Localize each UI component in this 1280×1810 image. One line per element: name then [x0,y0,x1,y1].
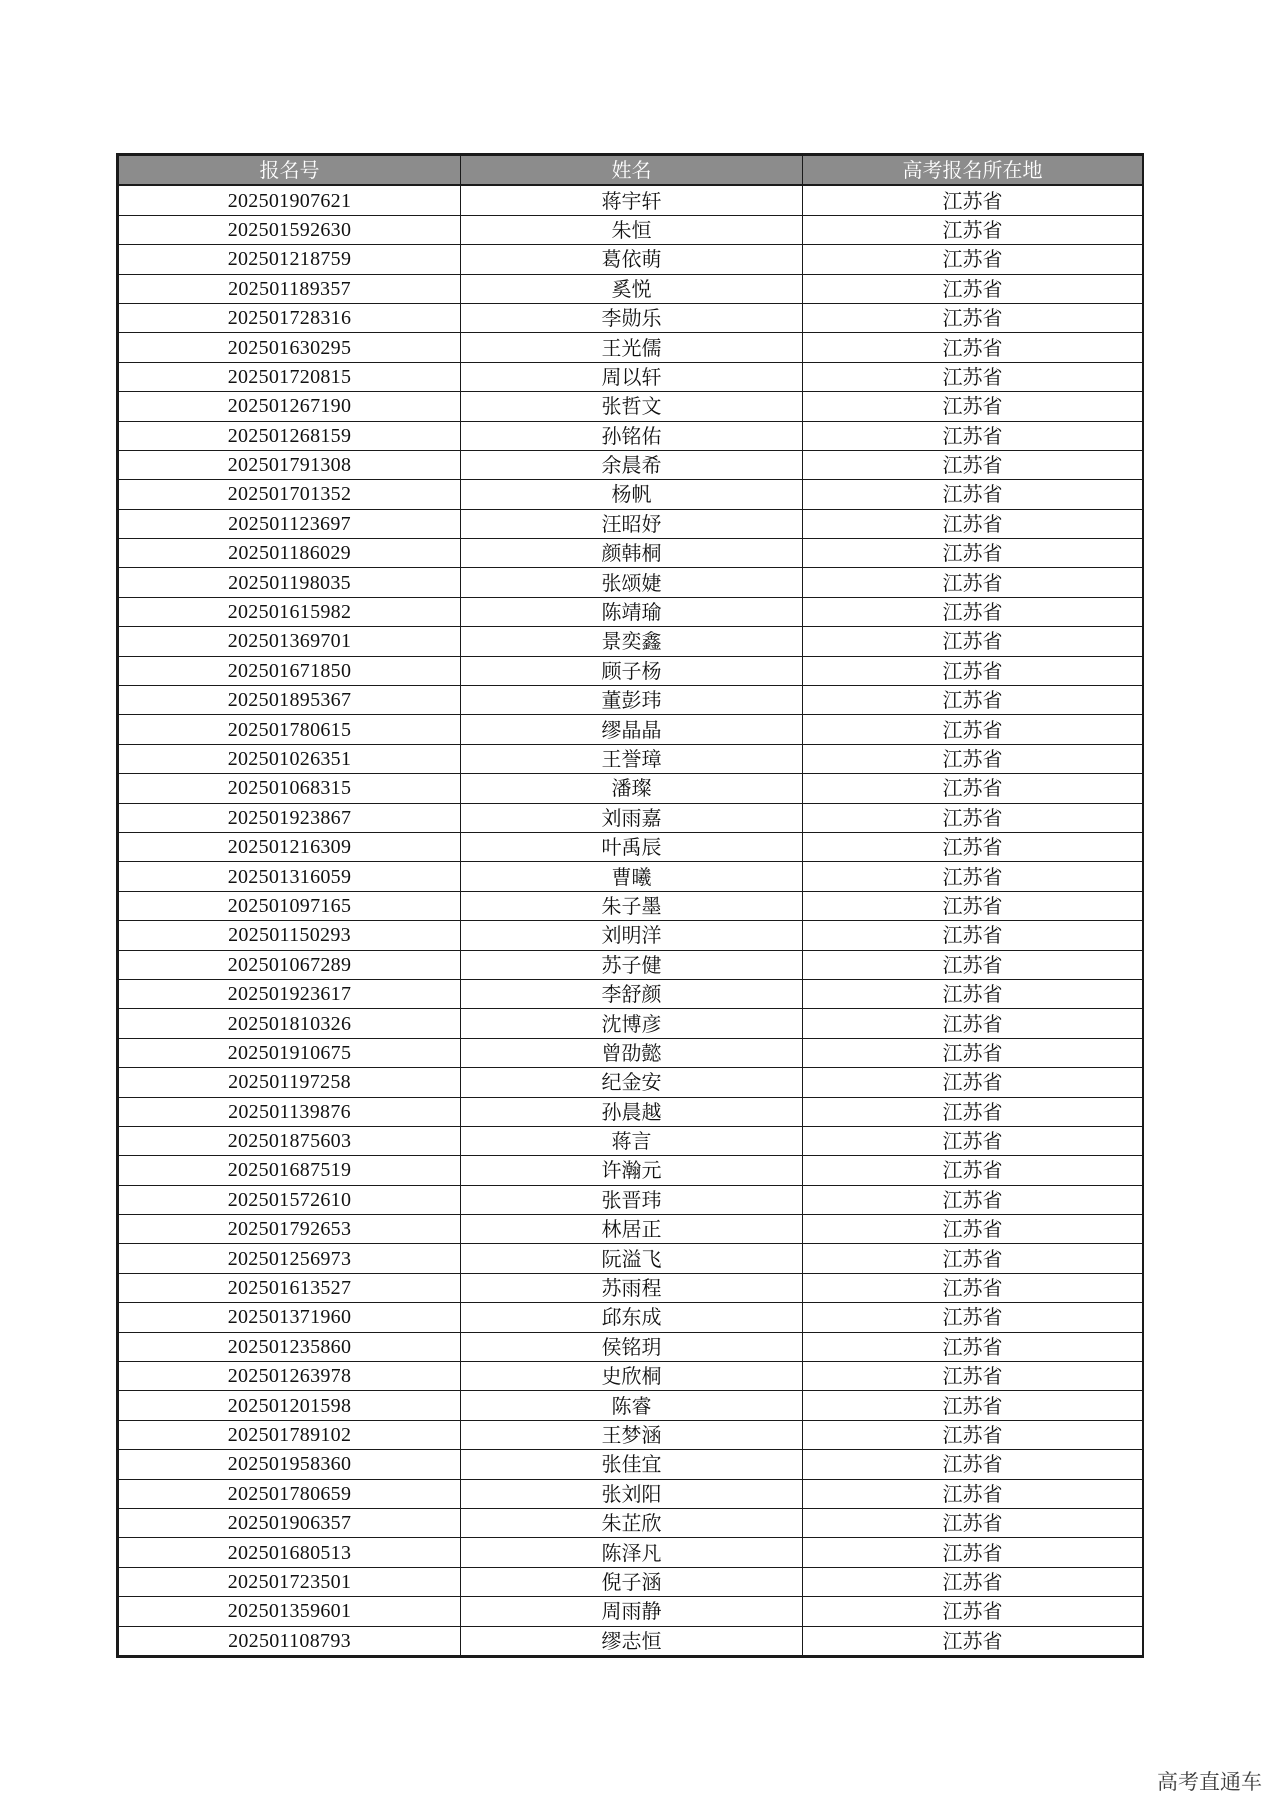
table-row [119,1626,1143,1655]
student-name-cell: 蒋言 [461,1126,803,1155]
student-name-cell: 叶禹辰 [461,832,803,861]
table-row [119,1538,1143,1567]
exam-location-cell: 江苏省 [803,421,1143,450]
exam-location-cell: 江苏省 [803,597,1143,626]
registration-number-cell: 202501720815 [119,362,461,391]
student-name-cell: 曹曦 [461,862,803,891]
student-name-cell: 阮溢飞 [461,1244,803,1273]
exam-location-cell: 江苏省 [803,245,1143,274]
student-name-cell: 孙晨越 [461,1097,803,1126]
registration-number-cell: 202501875603 [119,1126,461,1155]
student-name-cell: 张晋玮 [461,1185,803,1214]
table-row [119,421,1143,450]
exam-location-cell: 江苏省 [803,627,1143,656]
table-row [119,185,1143,215]
exam-location-cell: 江苏省 [803,1391,1143,1420]
registration-number-cell: 202501359601 [119,1597,461,1626]
registration-number-cell: 202501139876 [119,1097,461,1126]
registration-number-cell: 202501201598 [119,1391,461,1420]
table-row [119,1068,1143,1097]
exam-location-cell: 江苏省 [803,303,1143,332]
table-row [119,509,1143,538]
student-name-cell: 纪金安 [461,1068,803,1097]
header-exam-location: 高考报名所在地 [803,156,1143,186]
student-name-cell: 杨帆 [461,480,803,509]
exam-location-cell: 江苏省 [803,1303,1143,1332]
exam-location-cell: 江苏省 [803,1068,1143,1097]
table-row [119,891,1143,920]
registration-number-cell: 202501958360 [119,1450,461,1479]
student-name-cell: 曾劭懿 [461,1038,803,1067]
student-name-cell: 景奕鑫 [461,627,803,656]
exam-location-cell: 江苏省 [803,333,1143,362]
table-row [119,597,1143,626]
registration-number-cell: 202501268159 [119,421,461,450]
exam-location-cell: 江苏省 [803,1450,1143,1479]
table-row [119,1508,1143,1537]
exam-location-cell: 江苏省 [803,862,1143,891]
table-row [119,1362,1143,1391]
table-row [119,1479,1143,1508]
table-row [119,832,1143,861]
registration-number-cell: 202501371960 [119,1303,461,1332]
student-name-cell: 陈靖瑜 [461,597,803,626]
table-row [119,1597,1143,1626]
registration-number-cell: 202501197258 [119,1068,461,1097]
student-name-cell: 侯铭玥 [461,1332,803,1361]
registration-number-cell: 202501216309 [119,832,461,861]
exam-location-cell: 江苏省 [803,979,1143,1008]
student-name-cell: 王梦涵 [461,1420,803,1449]
header-registration-number: 报名号 [119,156,461,186]
registration-number-cell: 202501910675 [119,1038,461,1067]
registration-number-cell: 202501792653 [119,1215,461,1244]
exam-location-cell: 江苏省 [803,1009,1143,1038]
student-name-cell: 李勋乐 [461,303,803,332]
registration-number-cell: 202501150293 [119,921,461,950]
student-name-cell: 邱东成 [461,1303,803,1332]
exam-location-cell: 江苏省 [803,1126,1143,1155]
table-row [119,1332,1143,1361]
student-name-cell: 葛依萌 [461,245,803,274]
table-row [119,392,1143,421]
table-row [119,568,1143,597]
data-table [118,155,1143,1656]
header-row [119,156,1143,186]
registration-number-cell: 202501687519 [119,1156,461,1185]
student-name-cell: 刘明洋 [461,921,803,950]
student-name-cell: 余晨希 [461,450,803,479]
student-name-cell: 潘璨 [461,774,803,803]
table-row [119,215,1143,244]
exam-location-cell: 江苏省 [803,1626,1143,1655]
exam-location-cell: 江苏省 [803,392,1143,421]
table-row [119,744,1143,773]
table-row [119,862,1143,891]
exam-location-cell: 江苏省 [803,185,1143,215]
student-name-cell: 奚悦 [461,274,803,303]
table-row [119,450,1143,479]
student-name-cell: 缪志恒 [461,1626,803,1655]
exam-location-cell: 江苏省 [803,744,1143,773]
exam-location-cell: 江苏省 [803,450,1143,479]
table-row [119,539,1143,568]
student-name-cell: 张佳宜 [461,1450,803,1479]
table-row [119,921,1143,950]
student-name-cell: 王誉璋 [461,744,803,773]
table-row [119,333,1143,362]
registration-number-cell: 202501267190 [119,392,461,421]
registration-number-cell: 202501701352 [119,480,461,509]
exam-location-cell: 江苏省 [803,1597,1143,1626]
registration-number-cell: 202501256973 [119,1244,461,1273]
registration-number-cell: 202501789102 [119,1420,461,1449]
exam-location-cell: 江苏省 [803,686,1143,715]
student-name-cell: 顾子杨 [461,656,803,685]
table-row [119,1244,1143,1273]
exam-location-cell: 江苏省 [803,215,1143,244]
exam-location-cell: 江苏省 [803,803,1143,832]
table-row [119,715,1143,744]
registration-number-cell: 202501369701 [119,627,461,656]
exam-location-cell: 江苏省 [803,1420,1143,1449]
registration-number-cell: 202501108793 [119,1626,461,1655]
table-row [119,627,1143,656]
admission-list-table [116,153,1144,1658]
registration-number-cell: 202501218759 [119,245,461,274]
table-row [119,1097,1143,1126]
exam-location-cell: 江苏省 [803,568,1143,597]
student-name-cell: 王光儒 [461,333,803,362]
table-row [119,803,1143,832]
exam-location-cell: 江苏省 [803,1567,1143,1596]
registration-number-cell: 202501123697 [119,509,461,538]
table-row [119,1420,1143,1449]
table-header [119,156,1143,186]
table-row [119,1126,1143,1155]
exam-location-cell: 江苏省 [803,1538,1143,1567]
exam-location-cell: 江苏省 [803,1244,1143,1273]
exam-location-cell: 江苏省 [803,715,1143,744]
registration-number-cell: 202501728316 [119,303,461,332]
exam-location-cell: 江苏省 [803,950,1143,979]
table-row [119,1273,1143,1302]
exam-location-cell: 江苏省 [803,774,1143,803]
registration-number-cell: 202501068315 [119,774,461,803]
registration-number-cell: 202501907621 [119,185,461,215]
registration-number-cell: 202501263978 [119,1362,461,1391]
student-name-cell: 许瀚元 [461,1156,803,1185]
table-row [119,979,1143,1008]
student-name-cell: 沈博彦 [461,1009,803,1038]
exam-location-cell: 江苏省 [803,656,1143,685]
table-row [119,1567,1143,1596]
table-row [119,274,1143,303]
student-name-cell: 周以轩 [461,362,803,391]
registration-number-cell: 202501680513 [119,1538,461,1567]
exam-location-cell: 江苏省 [803,1273,1143,1302]
table-row [119,1038,1143,1067]
exam-location-cell: 江苏省 [803,1097,1143,1126]
registration-number-cell: 202501780615 [119,715,461,744]
student-name-cell: 朱芷欣 [461,1508,803,1537]
registration-number-cell: 202501572610 [119,1185,461,1214]
table-row [119,1391,1143,1420]
student-name-cell: 陈泽凡 [461,1538,803,1567]
table-row [119,950,1143,979]
registration-number-cell: 202501186029 [119,539,461,568]
registration-number-cell: 202501895367 [119,686,461,715]
student-name-cell: 朱子墨 [461,891,803,920]
registration-number-cell: 202501189357 [119,274,461,303]
table-row [119,774,1143,803]
student-name-cell: 李舒颜 [461,979,803,1008]
exam-location-cell: 江苏省 [803,1038,1143,1067]
exam-location-cell: 江苏省 [803,1185,1143,1214]
registration-number-cell: 202501592630 [119,215,461,244]
exam-location-cell: 江苏省 [803,539,1143,568]
student-name-cell: 周雨静 [461,1597,803,1626]
registration-number-cell: 202501026351 [119,744,461,773]
exam-location-cell: 江苏省 [803,1156,1143,1185]
exam-location-cell: 江苏省 [803,509,1143,538]
table-row [119,1009,1143,1038]
student-name-cell: 蒋宇轩 [461,185,803,215]
table-row [119,1156,1143,1185]
student-name-cell: 缪晶晶 [461,715,803,744]
student-name-cell: 董彭玮 [461,686,803,715]
registration-number-cell: 202501810326 [119,1009,461,1038]
registration-number-cell: 202501923617 [119,979,461,1008]
student-name-cell: 汪昭妤 [461,509,803,538]
exam-location-cell: 江苏省 [803,480,1143,509]
exam-location-cell: 江苏省 [803,362,1143,391]
student-name-cell: 张颂婕 [461,568,803,597]
table-row [119,1215,1143,1244]
table-row [119,245,1143,274]
registration-number-cell: 202501906357 [119,1508,461,1537]
registration-number-cell: 202501097165 [119,891,461,920]
table-row [119,303,1143,332]
student-name-cell: 朱恒 [461,215,803,244]
student-name-cell: 颜韩桐 [461,539,803,568]
registration-number-cell: 202501316059 [119,862,461,891]
registration-number-cell: 202501780659 [119,1479,461,1508]
student-name-cell: 苏雨程 [461,1273,803,1302]
registration-number-cell: 202501630295 [119,333,461,362]
table-row [119,656,1143,685]
exam-location-cell: 江苏省 [803,1215,1143,1244]
exam-location-cell: 江苏省 [803,274,1143,303]
student-name-cell: 倪子涵 [461,1567,803,1596]
student-name-cell: 孙铭佑 [461,421,803,450]
registration-number-cell: 202501198035 [119,568,461,597]
exam-location-cell: 江苏省 [803,1332,1143,1361]
exam-location-cell: 江苏省 [803,891,1143,920]
registration-number-cell: 202501613527 [119,1273,461,1302]
student-name-cell: 苏子健 [461,950,803,979]
exam-location-cell: 江苏省 [803,1362,1143,1391]
student-name-cell: 张哲文 [461,392,803,421]
watermark-text: 高考直通车 [1157,1770,1262,1794]
exam-location-cell: 江苏省 [803,1479,1143,1508]
student-name-cell: 张刘阳 [461,1479,803,1508]
student-name-cell: 史欣桐 [461,1362,803,1391]
registration-number-cell: 202501723501 [119,1567,461,1596]
table-row [119,362,1143,391]
table-row [119,686,1143,715]
registration-number-cell: 202501923867 [119,803,461,832]
table-body [119,185,1143,1655]
table-row [119,480,1143,509]
header-name: 姓名 [461,156,803,186]
registration-number-cell: 202501791308 [119,450,461,479]
table-row [119,1185,1143,1214]
exam-location-cell: 江苏省 [803,1508,1143,1537]
exam-location-cell: 江苏省 [803,832,1143,861]
registration-number-cell: 202501067289 [119,950,461,979]
table-row [119,1450,1143,1479]
student-name-cell: 林居正 [461,1215,803,1244]
registration-number-cell: 202501615982 [119,597,461,626]
student-name-cell: 刘雨嘉 [461,803,803,832]
registration-number-cell: 202501671850 [119,656,461,685]
registration-number-cell: 202501235860 [119,1332,461,1361]
table-row [119,1303,1143,1332]
student-name-cell: 陈睿 [461,1391,803,1420]
exam-location-cell: 江苏省 [803,921,1143,950]
